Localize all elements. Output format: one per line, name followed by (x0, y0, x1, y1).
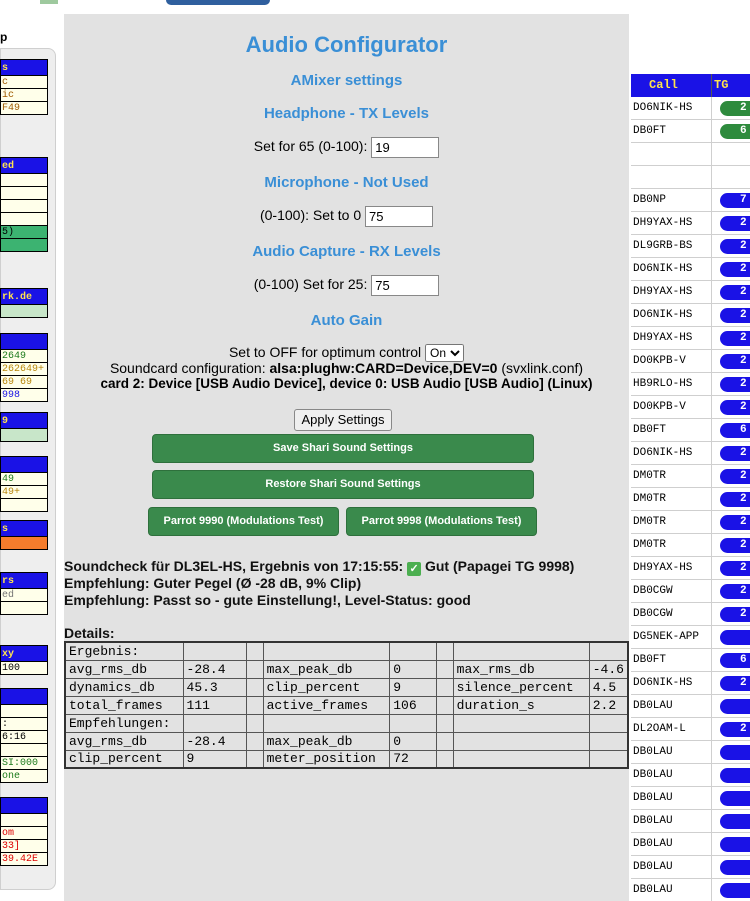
autogain-heading: Auto Gain (310, 312, 383, 329)
left-box-row: ic (0, 89, 48, 102)
left-box-row (0, 814, 48, 827)
details-row (65, 750, 628, 768)
details-cell: -28.4 (183, 732, 246, 750)
details-cell (453, 714, 589, 732)
tg-cell (712, 97, 750, 119)
tg-cell (712, 143, 750, 165)
details-cell: -4.6 (589, 660, 628, 678)
details-cell (589, 732, 628, 750)
call-cell: DB0LAU (631, 695, 712, 717)
save-sound-button[interactable]: Save Shari Sound Settings (152, 434, 534, 463)
left-box-row: 49+ (0, 486, 48, 499)
tg-cell (712, 465, 750, 487)
soundcard-prefix: Soundcard configuration: (109, 360, 266, 376)
details-cell: max_peak_db (263, 660, 390, 678)
details-cell (263, 714, 390, 732)
left-box-row: one (0, 770, 48, 783)
headphone-label: Set for 65 (0-100): (253, 138, 368, 155)
col-tg: TG (714, 78, 729, 92)
col-call: Call (631, 74, 712, 97)
amixer-heading: AMixer settings (290, 72, 403, 89)
tg-badge[interactable]: 2 (720, 308, 750, 323)
details-cell (453, 642, 589, 660)
details-cell (436, 732, 453, 750)
left-box-title: xy (0, 645, 48, 662)
tg-cell (712, 488, 750, 510)
tg-badge[interactable] (720, 699, 750, 714)
call-cell: DB0FT (631, 419, 712, 441)
left-box (0, 520, 48, 550)
call-cell: DO6NIK-HS (631, 258, 712, 280)
soundcheck-line (64, 558, 574, 576)
tg-badge[interactable]: 2 (720, 538, 750, 553)
lastheard-row[interactable] (631, 626, 750, 649)
parrot-9990-button[interactable]: Parrot 9990 (Modulations Test) (148, 507, 339, 536)
lastheard-row[interactable] (631, 718, 750, 741)
details-cell: clip_percent (65, 750, 183, 768)
call-cell: DO6NIK-HS (631, 442, 712, 464)
call-cell: DB0LAU (631, 741, 712, 763)
lastheard-row[interactable] (631, 235, 750, 258)
call-cell: DG5NEK-APP (631, 626, 712, 648)
details-cell: 45.3 (183, 678, 246, 696)
lastheard-row[interactable] (631, 373, 750, 396)
result-word: Gut (424, 558, 450, 574)
left-box-row: : (0, 718, 48, 731)
tg-badge[interactable]: 2 (720, 262, 750, 277)
tg-badge[interactable]: 2 (720, 377, 750, 392)
lastheard-row[interactable] (631, 672, 750, 695)
left-box (0, 456, 48, 512)
left-box-row: 100 (0, 662, 48, 675)
left-box-row (0, 200, 48, 213)
details-cell: meter_position (263, 750, 390, 768)
lastheard-rows (631, 97, 750, 901)
call-cell: DO0KPB-V (631, 396, 712, 418)
call-cell: DL9GRB-BS (631, 235, 712, 257)
call-cell: DB0FT (631, 649, 712, 671)
left-box-row (0, 213, 48, 226)
left-box-row (0, 499, 48, 512)
tg-cell (712, 212, 750, 234)
left-box (0, 412, 48, 442)
left-box-title: rs (0, 572, 48, 589)
recommendation-2: Empfehlung: Passt so - gute Einstellung!, Level-Status: good (64, 592, 471, 608)
details-cell: 0 (390, 660, 437, 678)
left-box-title (0, 688, 48, 705)
tg-badge[interactable]: 2 (720, 469, 750, 484)
left-box-title: rk.de (0, 288, 48, 305)
lastheard-row[interactable] (631, 396, 750, 419)
soundcard-row (64, 360, 629, 376)
tg-badge[interactable] (720, 860, 750, 875)
call-cell: DH9YAX-HS (631, 212, 712, 234)
call-cell: DM0TR (631, 534, 712, 556)
tg-cell (712, 442, 750, 464)
left-box-row (0, 537, 48, 550)
tg-badge[interactable]: 6 (720, 653, 750, 668)
tg-cell (712, 511, 750, 533)
soundcard-value: alsa:plughw:CARD=Device,DEV=0 (269, 360, 498, 376)
lastheard-row[interactable] (631, 649, 750, 672)
details-cell: active_frames (263, 696, 390, 714)
left-box (0, 59, 48, 115)
left-box-row: 33] (0, 840, 48, 853)
lastheard-row[interactable] (631, 741, 750, 764)
left-box-row (0, 429, 48, 442)
tg-badge[interactable]: 2 (720, 285, 750, 300)
details-cell: 72 (390, 750, 437, 768)
tg-cell (712, 327, 750, 349)
tg-cell (712, 695, 750, 717)
details-cell: 106 (390, 696, 437, 714)
details-cell (453, 750, 589, 768)
lastheard-row[interactable] (631, 488, 750, 511)
lastheard-row[interactable] (631, 143, 750, 166)
details-cell (246, 714, 263, 732)
tg-badge[interactable]: 7 (720, 193, 750, 208)
lastheard-row[interactable] (631, 350, 750, 373)
call-cell: DH9YAX-HS (631, 327, 712, 349)
tg-cell (712, 741, 750, 763)
lastheard-row[interactable] (631, 603, 750, 626)
tg-cell (712, 120, 750, 142)
tg-badge[interactable]: 6 (720, 423, 750, 438)
left-box-row: c (0, 76, 48, 89)
tg-cell (712, 764, 750, 786)
details-cell (246, 642, 263, 660)
tg-badge[interactable] (720, 630, 750, 645)
tg-cell (712, 419, 750, 441)
tg-cell (712, 166, 750, 188)
left-box-row: 39.42E (0, 853, 48, 866)
left-box-row (0, 187, 48, 200)
lastheard-row[interactable] (631, 810, 750, 833)
call-cell: DB0LAU (631, 764, 712, 786)
recommendation-1: Empfehlung: Guter Pegel (Ø -28 dB, 9% Clip) (64, 575, 362, 591)
call-cell: DO6NIK-HS (631, 97, 712, 119)
tg-cell (712, 856, 750, 878)
details-cell (183, 642, 246, 660)
call-cell: DH9YAX-HS (631, 281, 712, 303)
details-cell: 9 (183, 750, 246, 768)
details-row (65, 642, 628, 660)
details-cell (589, 750, 628, 768)
call-cell: DB0LAU (631, 787, 712, 809)
call-cell: DB0CGW (631, 603, 712, 625)
details-cell: Empfehlungen: (65, 714, 183, 732)
lastheard-row[interactable] (631, 787, 750, 810)
tg-cell (712, 580, 750, 602)
details-cell: avg_rms_db (65, 732, 183, 750)
tg-badge[interactable]: 2 (720, 607, 750, 622)
top-icon[interactable] (40, 0, 58, 4)
tg-badge[interactable]: 2 (720, 239, 750, 254)
lastheard-row[interactable] (631, 189, 750, 212)
capture-row (64, 275, 629, 296)
details-cell (246, 678, 263, 696)
tg-cell (712, 718, 750, 740)
details-cell (246, 660, 263, 678)
tg-cell (712, 396, 750, 418)
tg-cell (712, 810, 750, 832)
microphone-row (64, 206, 629, 227)
soundcheck-text: Soundcheck für DL3EL-HS, Ergebnis von 17:15:55: (64, 558, 404, 574)
tg-cell (712, 350, 750, 372)
details-cell (183, 714, 246, 732)
tg-badge[interactable]: 2 (720, 722, 750, 737)
call-cell: DB0LAU (631, 856, 712, 878)
left-box-row: 5) (0, 226, 48, 239)
call-cell: DO6NIK-HS (631, 304, 712, 326)
details-cell: duration_s (453, 696, 589, 714)
left-panel-header: p (0, 30, 8, 44)
soundcard-suffix: (svxlink.conf) (501, 360, 584, 376)
lastheard-row[interactable] (631, 856, 750, 879)
tg-cell (712, 626, 750, 648)
tg-badge[interactable]: 2 (720, 101, 750, 116)
call-cell (631, 143, 712, 165)
headphone-level-input[interactable] (371, 137, 439, 158)
page-title: Audio Configurator (245, 32, 448, 57)
left-box-row: 2649 (0, 350, 48, 363)
details-cell (246, 732, 263, 750)
tg-cell (712, 189, 750, 211)
left-box-title: s (0, 59, 48, 76)
tg-badge[interactable]: 6 (720, 124, 750, 139)
tg-badge[interactable]: 2 (720, 492, 750, 507)
microphone-label: (0-100): Set to 0 (259, 207, 362, 224)
left-box (0, 797, 48, 866)
tg-cell (712, 603, 750, 625)
tg-badge[interactable]: 2 (720, 400, 750, 415)
card-line: card 2: Device [USB Audio Device], device 0: USB Audio [USB Audio] (Linux) (100, 376, 593, 391)
capture-label: (0-100) Set for 25: (253, 276, 368, 293)
tg-cell (712, 373, 750, 395)
details-cell (436, 642, 453, 660)
parrot-9998-button[interactable]: Parrot 9998 (Modulations Test) (346, 507, 537, 536)
details-row (65, 732, 628, 750)
tg-badge[interactable] (720, 745, 750, 760)
left-box (0, 645, 48, 675)
left-box (0, 572, 48, 615)
lastheard-row[interactable] (631, 764, 750, 787)
headphone-heading: Headphone - TX Levels (263, 105, 430, 122)
details-row (65, 714, 628, 732)
tg-cell (712, 557, 750, 579)
tg-badge[interactable] (720, 883, 750, 898)
tg-badge[interactable]: 2 (720, 676, 750, 691)
details-cell (436, 678, 453, 696)
details-row (65, 696, 628, 714)
left-box-title: ed (0, 157, 48, 174)
call-cell: DB0CGW (631, 580, 712, 602)
left-box-row (0, 744, 48, 757)
left-box-row: F49 (0, 102, 48, 115)
left-box-title (0, 797, 48, 814)
left-box-row (0, 239, 48, 252)
call-cell: DM0TR (631, 488, 712, 510)
details-cell: clip_percent (263, 678, 390, 696)
tg-cell (712, 258, 750, 280)
top-button[interactable] (166, 0, 270, 5)
call-cell: DB0FT (631, 120, 712, 142)
details-cell: silence_percent (453, 678, 589, 696)
apply-settings-button[interactable]: Apply Settings (294, 409, 392, 431)
call-cell: DB0NP (631, 189, 712, 211)
details-cell: avg_rms_db (65, 660, 183, 678)
details-cell (589, 714, 628, 732)
lastheard-row[interactable] (631, 879, 750, 901)
lastheard-row[interactable] (631, 120, 750, 143)
tg-cell (712, 235, 750, 257)
details-cell (436, 696, 453, 714)
tg-cell (712, 649, 750, 671)
left-box-row: 262649+ (0, 363, 48, 376)
call-cell: DB0LAU (631, 810, 712, 832)
restore-sound-button[interactable]: Restore Shari Sound Settings (152, 470, 534, 499)
lastheard-row[interactable] (631, 534, 750, 557)
result-extra: (Papagei TG 9998) (452, 558, 575, 574)
details-cell (246, 750, 263, 768)
lastheard-row[interactable] (631, 465, 750, 488)
details-cell (246, 696, 263, 714)
tg-badge[interactable] (720, 814, 750, 829)
left-box (0, 333, 48, 402)
tg-cell (712, 672, 750, 694)
lastheard-row[interactable] (631, 97, 750, 120)
details-cell: 4.5 (589, 678, 628, 696)
details-row (65, 660, 628, 678)
left-box-row (0, 174, 48, 187)
left-box-row: SI:000 (0, 757, 48, 770)
details-cell (453, 732, 589, 750)
tg-cell (712, 833, 750, 855)
details-label: Details: (64, 625, 115, 641)
tg-badge[interactable]: 2 (720, 354, 750, 369)
autogain-label: Set to OFF for optimum control (228, 344, 422, 360)
details-cell (436, 714, 453, 732)
left-box (0, 288, 48, 318)
left-box-title (0, 333, 48, 350)
tg-cell (712, 879, 750, 901)
lastheard-header (631, 74, 750, 97)
left-box-row: 998 (0, 389, 48, 402)
lastheard-row[interactable] (631, 580, 750, 603)
tg-badge[interactable]: 2 (720, 216, 750, 231)
details-cell (589, 642, 628, 660)
lastheard-row[interactable] (631, 419, 750, 442)
tg-badge[interactable] (720, 768, 750, 783)
left-box-title (0, 456, 48, 473)
microphone-level-input[interactable] (365, 206, 433, 227)
left-box-row: om (0, 827, 48, 840)
details-table (64, 641, 629, 769)
details-cell: 9 (390, 678, 437, 696)
lastheard-row[interactable] (631, 212, 750, 235)
call-cell: DO0KPB-V (631, 350, 712, 372)
lastheard-row[interactable] (631, 166, 750, 189)
tg-cell (712, 534, 750, 556)
tg-badge[interactable]: 2 (720, 331, 750, 346)
lastheard-row[interactable] (631, 511, 750, 534)
microphone-heading: Microphone - Not Used (264, 174, 429, 191)
left-box (0, 157, 48, 252)
left-box-row: 69 69 (0, 376, 48, 389)
tg-cell (712, 787, 750, 809)
call-cell: HB9RLO-HS (631, 373, 712, 395)
tg-cell (712, 281, 750, 303)
left-box-title: 9 (0, 412, 48, 429)
capture-heading: Audio Capture - RX Levels (252, 243, 441, 260)
details-cell (436, 750, 453, 768)
details-cell: dynamics_db (65, 678, 183, 696)
left-box-row: 49 (0, 473, 48, 486)
lastheard-table (631, 74, 750, 901)
headphone-row (64, 137, 629, 158)
capture-level-input[interactable] (371, 275, 439, 296)
lastheard-row[interactable] (631, 304, 750, 327)
tg-badge[interactable]: 2 (720, 446, 750, 461)
call-cell: DM0TR (631, 465, 712, 487)
call-cell (631, 166, 712, 188)
details-cell: Ergebnis: (65, 642, 183, 660)
tg-badge[interactable]: 2 (720, 584, 750, 599)
call-cell: DH9YAX-HS (631, 557, 712, 579)
call-cell: DB0LAU (631, 879, 712, 901)
tg-cell (712, 304, 750, 326)
left-box-row (0, 305, 48, 318)
left-box-row: 6:16 (0, 731, 48, 744)
lastheard-row[interactable] (631, 258, 750, 281)
details-cell: 0 (390, 732, 437, 750)
tg-badge[interactable]: 2 (720, 515, 750, 530)
left-box-row (0, 602, 48, 615)
lastheard-row[interactable] (631, 281, 750, 304)
details-cell: 2.2 (589, 696, 628, 714)
details-cell (390, 714, 437, 732)
details-cell (263, 642, 390, 660)
call-cell: DO6NIK-HS (631, 672, 712, 694)
lastheard-row[interactable] (631, 695, 750, 718)
details-cell (390, 642, 437, 660)
lastheard-row[interactable] (631, 442, 750, 465)
audio-config-panel (64, 14, 629, 901)
call-cell: DB0LAU (631, 833, 712, 855)
tg-badge[interactable] (720, 837, 750, 852)
left-box-title: s (0, 520, 48, 537)
details-cell (436, 660, 453, 678)
lastheard-row[interactable] (631, 557, 750, 580)
call-cell: DM0TR (631, 511, 712, 533)
details-cell: max_rms_db (453, 660, 589, 678)
tg-badge[interactable] (720, 791, 750, 806)
details-cell: total_frames (65, 696, 183, 714)
tg-badge[interactable]: 2 (720, 561, 750, 576)
details-cell: max_peak_db (263, 732, 390, 750)
details-cell: -28.4 (183, 660, 246, 678)
call-cell: DL2OAM-L (631, 718, 712, 740)
left-box-row: ed (0, 589, 48, 602)
details-cell: 111 (183, 696, 246, 714)
lastheard-row[interactable] (631, 327, 750, 350)
checkmark-icon: ✓ (407, 562, 421, 576)
details-row (65, 678, 628, 696)
left-box-row (0, 705, 48, 718)
left-box (0, 688, 48, 783)
lastheard-row[interactable] (631, 833, 750, 856)
